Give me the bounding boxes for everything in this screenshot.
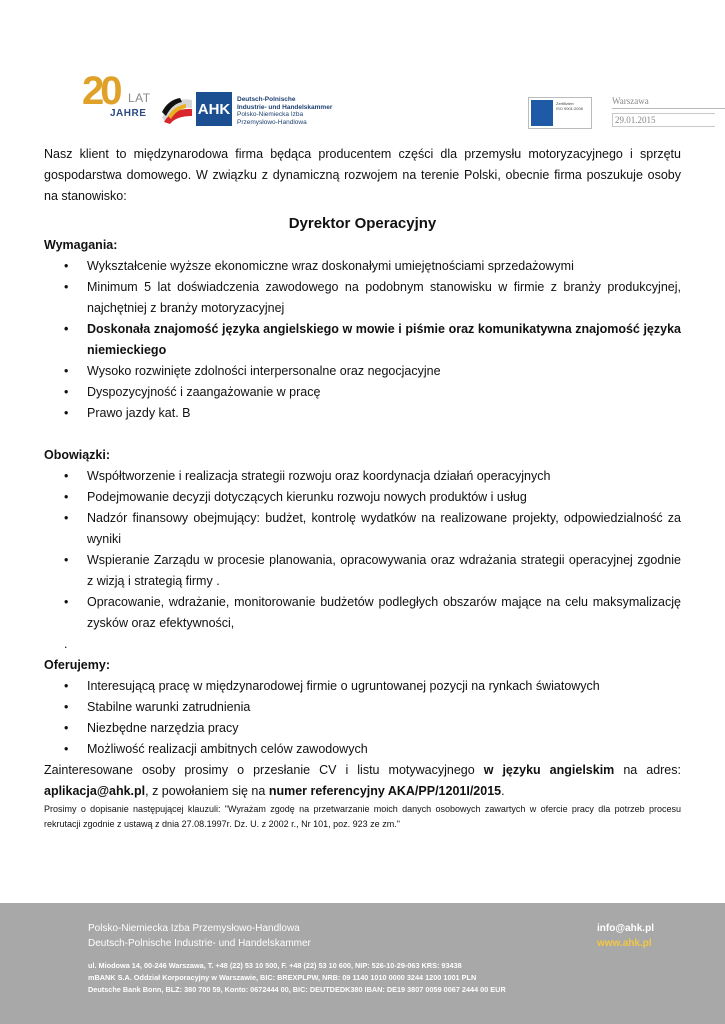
job-title: Dyrektor Operacyjny <box>288 215 437 232</box>
duties-heading: Obowiązki: <box>44 448 110 462</box>
footer-address: ul. Miodowa 14, 00-246 Warszawa, T. +48 (22) 53 10 500, F. +48 (22) 53 10 600, NIP: 526-10-29-063 KRS: 93438 mBANK S.A. Oddział Korporacyjny w Warszawie, BIC: BREXPLPW, NRB: 09 1140 1010 0000 3244 1200 1001 PLN Deutsche Bank Bonn, BLZ: 380 700 59, Konto: 0672444 00, BIC: DEUTDEDK380 IBAN: DE19 3807 0059 0067 2444 00 EUR <box>88 961 506 994</box>
list-item: • Dyspozycyjność i zaangażowanie w pracę <box>44 382 681 403</box>
footer-email[interactable]: info@ahk.pl <box>597 923 654 934</box>
list-item: • Wykształcenie wyższe ekonomiczne wraz doskonałymi umiejętnościami sprzedażowymi <box>44 256 681 277</box>
list-item: • Niezbędne narzędzia pracy <box>44 718 681 739</box>
offer-list <box>44 676 681 760</box>
consent-clause: Prosimy o dopisanie następującej klauzuli: "Wyrażam zgodę na przetwarzanie moich danych osobowych zawartych w ofercie pracy dla potrzeb procesu rekrutacji zgodnie z ustawą z dnia 27.08.1997r. Dz. U. z 2002 r., Nr 101, poz. 923 ze zm." <box>44 804 681 829</box>
list-item: • Opracowanie, wdrażanie, monitorowanie budżetów podległych obszarów mające na celu maksymalizację zysków oraz efektywności, <box>44 592 681 634</box>
application-email[interactable]: aplikacja@ahk.pl <box>44 784 146 798</box>
flags-logo-icon <box>160 92 194 126</box>
offer-heading: Oferujemy: <box>44 658 110 672</box>
anniversary-jahre: JAHRE <box>110 108 147 119</box>
list-item: • Nadzór finansowy obejmujący: budżet, kontrolę wydatków na realizowane projekty, odpowiedzialność za wyniki <box>44 508 681 550</box>
letter-body <box>44 144 681 832</box>
list-item: • Prawo jazdy kat. B <box>44 403 681 424</box>
anniversary-lat: LAT <box>128 91 151 105</box>
certification-badge: Zertifiziert ISO 9001:2008 <box>528 97 592 129</box>
list-item: • Interesującą pracę w międzynarodowej firmie o ugruntowanej pozycji na rynkach światowych <box>44 676 681 697</box>
list-item: • Doskonała znajomość języka angielskiego w mowie i piśmie oraz komunikatywna znajomość języka niemieckiego <box>44 319 681 361</box>
ahk-logo: AHK <box>196 92 232 126</box>
letterhead <box>0 0 725 140</box>
ahk-name: Deutsch-Polnische Industrie- und Handelskammer Polsko-Niemiecka Izba Przemysłowo-Handlowa <box>237 96 333 126</box>
list-item: • Wysoko rozwinięte zdolności interpersonalne oraz negocjacyjne <box>44 361 681 382</box>
list-item: • Minimum 5 lat doświadczenia zawodowego na podobnym stanowisku w firmie z branży produkcyjnej, najchętniej z branży motoryzacyjnej <box>44 277 681 319</box>
requirements-list <box>44 256 681 424</box>
footer <box>0 903 725 1024</box>
footer-contact <box>597 921 654 951</box>
footer-web-link[interactable]: www.ahk.pl <box>597 938 652 949</box>
city: Warszawa <box>612 96 725 109</box>
tuv-icon <box>531 100 553 126</box>
anniversary-logo <box>82 69 152 125</box>
place-date <box>612 96 725 127</box>
footer-name: Polsko-Niemiecka Izba Przemysłowo-Handlowa Deutsch-Polnische Industrie- und Handelskammer <box>88 923 311 949</box>
reference-number: numer referencyjny AKA/PP/1201I/2015 <box>268 784 502 798</box>
list-item: • Wspieranie Zarządu w procesie planowania, opracowywania oraz wdrażania strategii operacyjnej zgodnie z wizją i strategią firmy . <box>44 550 681 592</box>
list-item: • Współtworzenie i realizacja strategii rozwoju oraz koordynacja działań operacyjnych <box>44 466 681 487</box>
duties-list <box>44 466 681 634</box>
requirements-heading: Wymagania: <box>44 238 118 252</box>
intro-paragraph: Nasz klient to międzynarodowa firma będąca producentem części dla przemysłu motoryzacyjnego i sprzętu gospodarstwa domowego. W związku z dynamiczną rozwojem na terenie Polski, obecnie firma poszukuje osoby na stanowisko: <box>44 147 681 203</box>
date: 29.01.2015 <box>612 113 715 127</box>
list-item: • Podejmowanie decyzji dotyczących kierunku rozwoju nowych produktów i usług <box>44 487 681 508</box>
trailing-dot: . <box>64 637 68 651</box>
closing-paragraph: Zainteresowane osoby prosimy o przesłanie CV i listu motywacyjnego w języku angielskim na adres: aplikacja@ahk.pl, z powołaniem się na numer referencyjny AKA/PP/1201I/2015. <box>44 763 681 798</box>
list-item: • Stabilne warunki zatrudnienia <box>44 697 681 718</box>
anniversary-number: 20 <box>82 69 119 113</box>
list-item: • Możliwość realizacji ambitnych celów zawodowych <box>44 739 681 760</box>
